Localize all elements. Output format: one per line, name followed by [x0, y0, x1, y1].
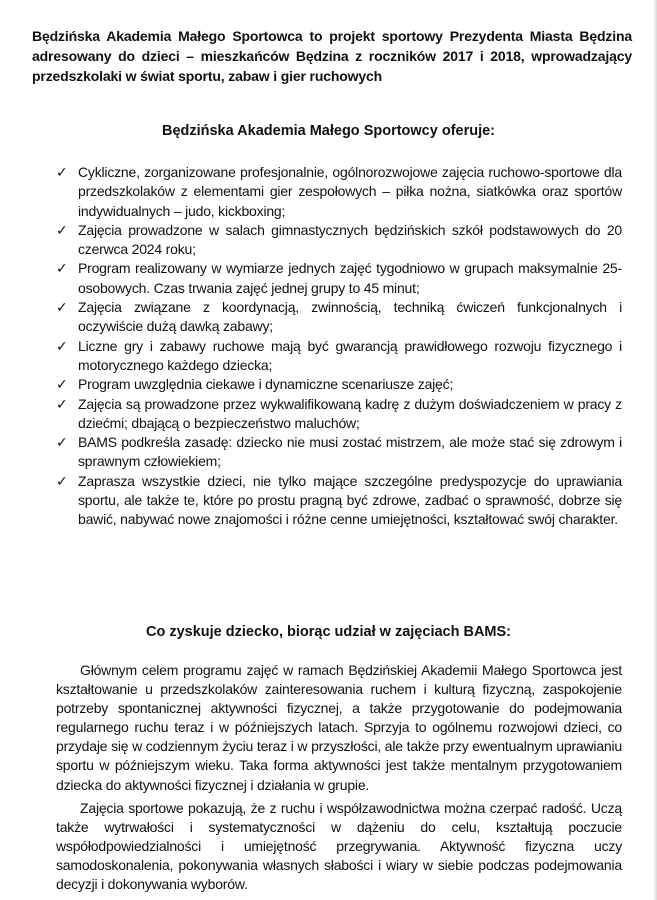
offer-item-text: BAMS podkreśla zasadę: dziecko nie musi zostać mistrzem, ale może stać się zdrowym i sprawnym człowiekiem;: [78, 434, 622, 470]
checkmark-icon: ✓: [56, 395, 68, 412]
offer-list-item: [56, 472, 622, 530]
offer-list-item: [56, 337, 622, 376]
checkmark-icon: ✓: [56, 472, 68, 489]
offer-item-text: Program realizowany w wymiarze jednych zajęć tygodniowo w grupach maksymalnie 25-osobowych. Czas trwania zajęć jednej grupy to 45 minut;: [78, 260, 622, 296]
benefits-section: [56, 661, 622, 898]
benefits-paragraph: Zajęcia sportowe pokazują, że z ruchu i współzawodnictwa można czerpać radość. Uczą także wytrwałości i systematyczności w dążeniu do celu, kształtują poczucie współodpowiedzialności i umiejętność przegrywania. Aktywność fizyczna uczy samodoskonalenia, pokonywania własnych słabości i wiary w siebie podczas podejmowania decyzji i dokonywania wyborów.: [56, 799, 622, 893]
offer-list-item: [56, 163, 622, 221]
offer-list-item: [56, 259, 622, 298]
checkmark-icon: ✓: [56, 337, 68, 354]
offer-list-item: [56, 298, 622, 337]
offer-list-item: [56, 221, 622, 260]
offer-item-text: Zajęcia związane z koordynacją, zwinnością, techniką ćwiczeń funkcjonalnych i oczywiście dużą dawką zabawy;: [78, 299, 622, 335]
offer-item-text: Zajęcia prowadzone w salach gimnastycznych będzińskich szkół podstawowych do 20 czerwca 2024 roku;: [78, 221, 622, 258]
checkmark-icon: ✓: [56, 376, 68, 393]
page-edge-shadow: [653, 0, 657, 900]
offer-list-item: [56, 375, 622, 394]
offer-item-text: Zajęcia są prowadzone przez wykwalifikowaną kadrę z dużym doświadczeniem w pracy z dziećmi; dbającą o bezpieczeństwo maluchów;: [78, 395, 622, 431]
offer-list-item: [56, 433, 622, 472]
offer-item-text: Program uwzględnia ciekawe i dynamiczne scenariusze zajęć;: [78, 376, 454, 393]
offer-list: [56, 163, 622, 530]
offer-heading: Będzińska Akademia Małego Sportowcy oferuje:: [161, 123, 496, 139]
offer-item-text: Zaprasza wszystkie dzieci, nie tylko mające szczególne predyspozycje do uprawiania sportu, ale także te, które po prostu pragną być zdrowe, zadbać o sprawność, dobrze się bawić, nabywać nowe znajomości i różne cenne umiejętności, kształtować swój charakter.: [78, 472, 622, 528]
checkmark-icon: ✓: [56, 221, 68, 238]
checkmark-icon: ✓: [56, 260, 68, 277]
intro-paragraph: Będzińska Akademia Małego Sportowca to projekt sportowy Prezydenta Miasta Będzina adresowany do dzieci – mieszkańców Będzina z roczników 2017 i 2018, wprowadzający przedszkolaki w świat sportu, zabaw i gier ruchowych: [32, 28, 632, 84]
checkmark-icon: ✓: [56, 164, 68, 180]
benefits-paragraph: Głównym celem programu zajęć w ramach Będzińskiej Akademii Małego Sportowca jest kształtowanie u przedszkolaków zainteresowania ruchem i kulturą fizyczną, zaspokojenie potrzeby spontanicznej aktywności fizycznej, a także przygotowanie do podejmowania regularnego ruchu teraz i w późniejszych latach. Sprzyja to ogólnemu rozwojowi dzieci, co przydaje się w codziennym życiu teraz i w przyszłości, ale także przy ewentualnym uprawianiu sportu w późniejszym wieku. Taka forma aktywności jest także mentalnym przygotowaniem dziecka do aktywności fizycznej i działania w grupie.: [56, 662, 622, 793]
offer-item-text: Cykliczne, zorganizowane profesjonalnie, ogólnorozwojowe zajęcia ruchowo-sportowe dla przedszkolaków z elementami gier zespołowych – piłka nożna, siatkówka oraz sportów indywidualnych – judo, kickboxing;: [78, 164, 622, 219]
checkmark-icon: ✓: [56, 434, 68, 451]
benefits-heading: Co zyskuje dziecko, biorąc udział w zajęciach BAMS:: [145, 624, 512, 640]
checkmark-icon: ✓: [56, 299, 68, 316]
offer-list-item: [56, 395, 622, 434]
offer-item-text: Liczne gry i zabawy ruchowe mają być gwarancją prawidłowego rozwoju fizycznego i motorycznego każdego dziecka;: [78, 337, 622, 373]
